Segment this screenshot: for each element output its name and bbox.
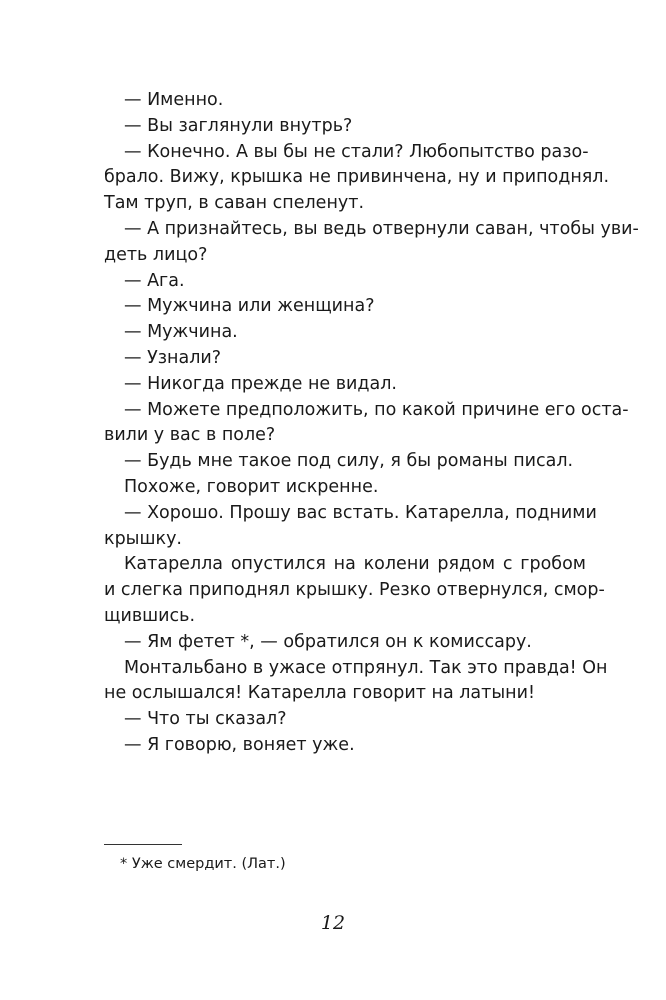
text-line: — Можете предположить, по какой причине его оста- — [124, 399, 629, 420]
text-line: — Ям фетет *, — обратился он к комиссару. — [124, 631, 532, 652]
text-line: — Что ты сказал? — [124, 709, 287, 730]
footnote: * Уже смердит. (Лат.) — [120, 856, 286, 872]
text-line: вили у вас в поле? — [104, 425, 276, 446]
text-line: Монтальбано в ужасе отпрянул. Так это правда! Он — [124, 657, 608, 678]
text-line: — Я говорю, воняет уже. — [124, 734, 355, 755]
text-line: — Узнали? — [124, 347, 222, 368]
page-body — [104, 88, 639, 759]
footnote-divider — [104, 844, 182, 845]
text-line: Там труп, в саван спеленут. — [104, 193, 365, 214]
text-line: не ослышался! Катарелла говорит на латыни! — [104, 683, 535, 704]
text-line: — Конечно. А вы бы не стали? Любопытство разо- — [124, 141, 589, 162]
text-line: Похоже, говорит искренне. — [124, 476, 379, 497]
text-line: брало. Вижу, крышка не привинчена, ну и приподнял. — [104, 167, 610, 188]
text-line: Катарелла опустился на колени рядом с гробом — [124, 554, 586, 575]
text-line: и слегка приподнял крышку. Резко отвернулся, смор- — [104, 580, 605, 601]
text-line: — А признайтесь, вы ведь отвернули саван, чтобы уви- — [124, 218, 639, 239]
page-number: 12 — [320, 912, 346, 934]
text-line: — Никогда прежде не видал. — [124, 373, 397, 394]
text-line: — Мужчина или женщина? — [124, 296, 375, 317]
text-line: щившись. — [104, 605, 196, 626]
text-line: — Вы заглянули внутрь? — [124, 115, 353, 136]
text-line: — Ага. — [124, 270, 185, 291]
text-line: — Хорошо. Прошу вас встать. Катарелла, подними — [124, 502, 597, 523]
text-line: — Будь мне такое под силу, я бы романы писал. — [124, 451, 574, 472]
text-line: — Именно. — [124, 90, 224, 110]
text-line: деть лицо? — [104, 244, 208, 265]
text-line: — Мужчина. — [124, 322, 238, 343]
text-line: крышку. — [104, 528, 182, 549]
